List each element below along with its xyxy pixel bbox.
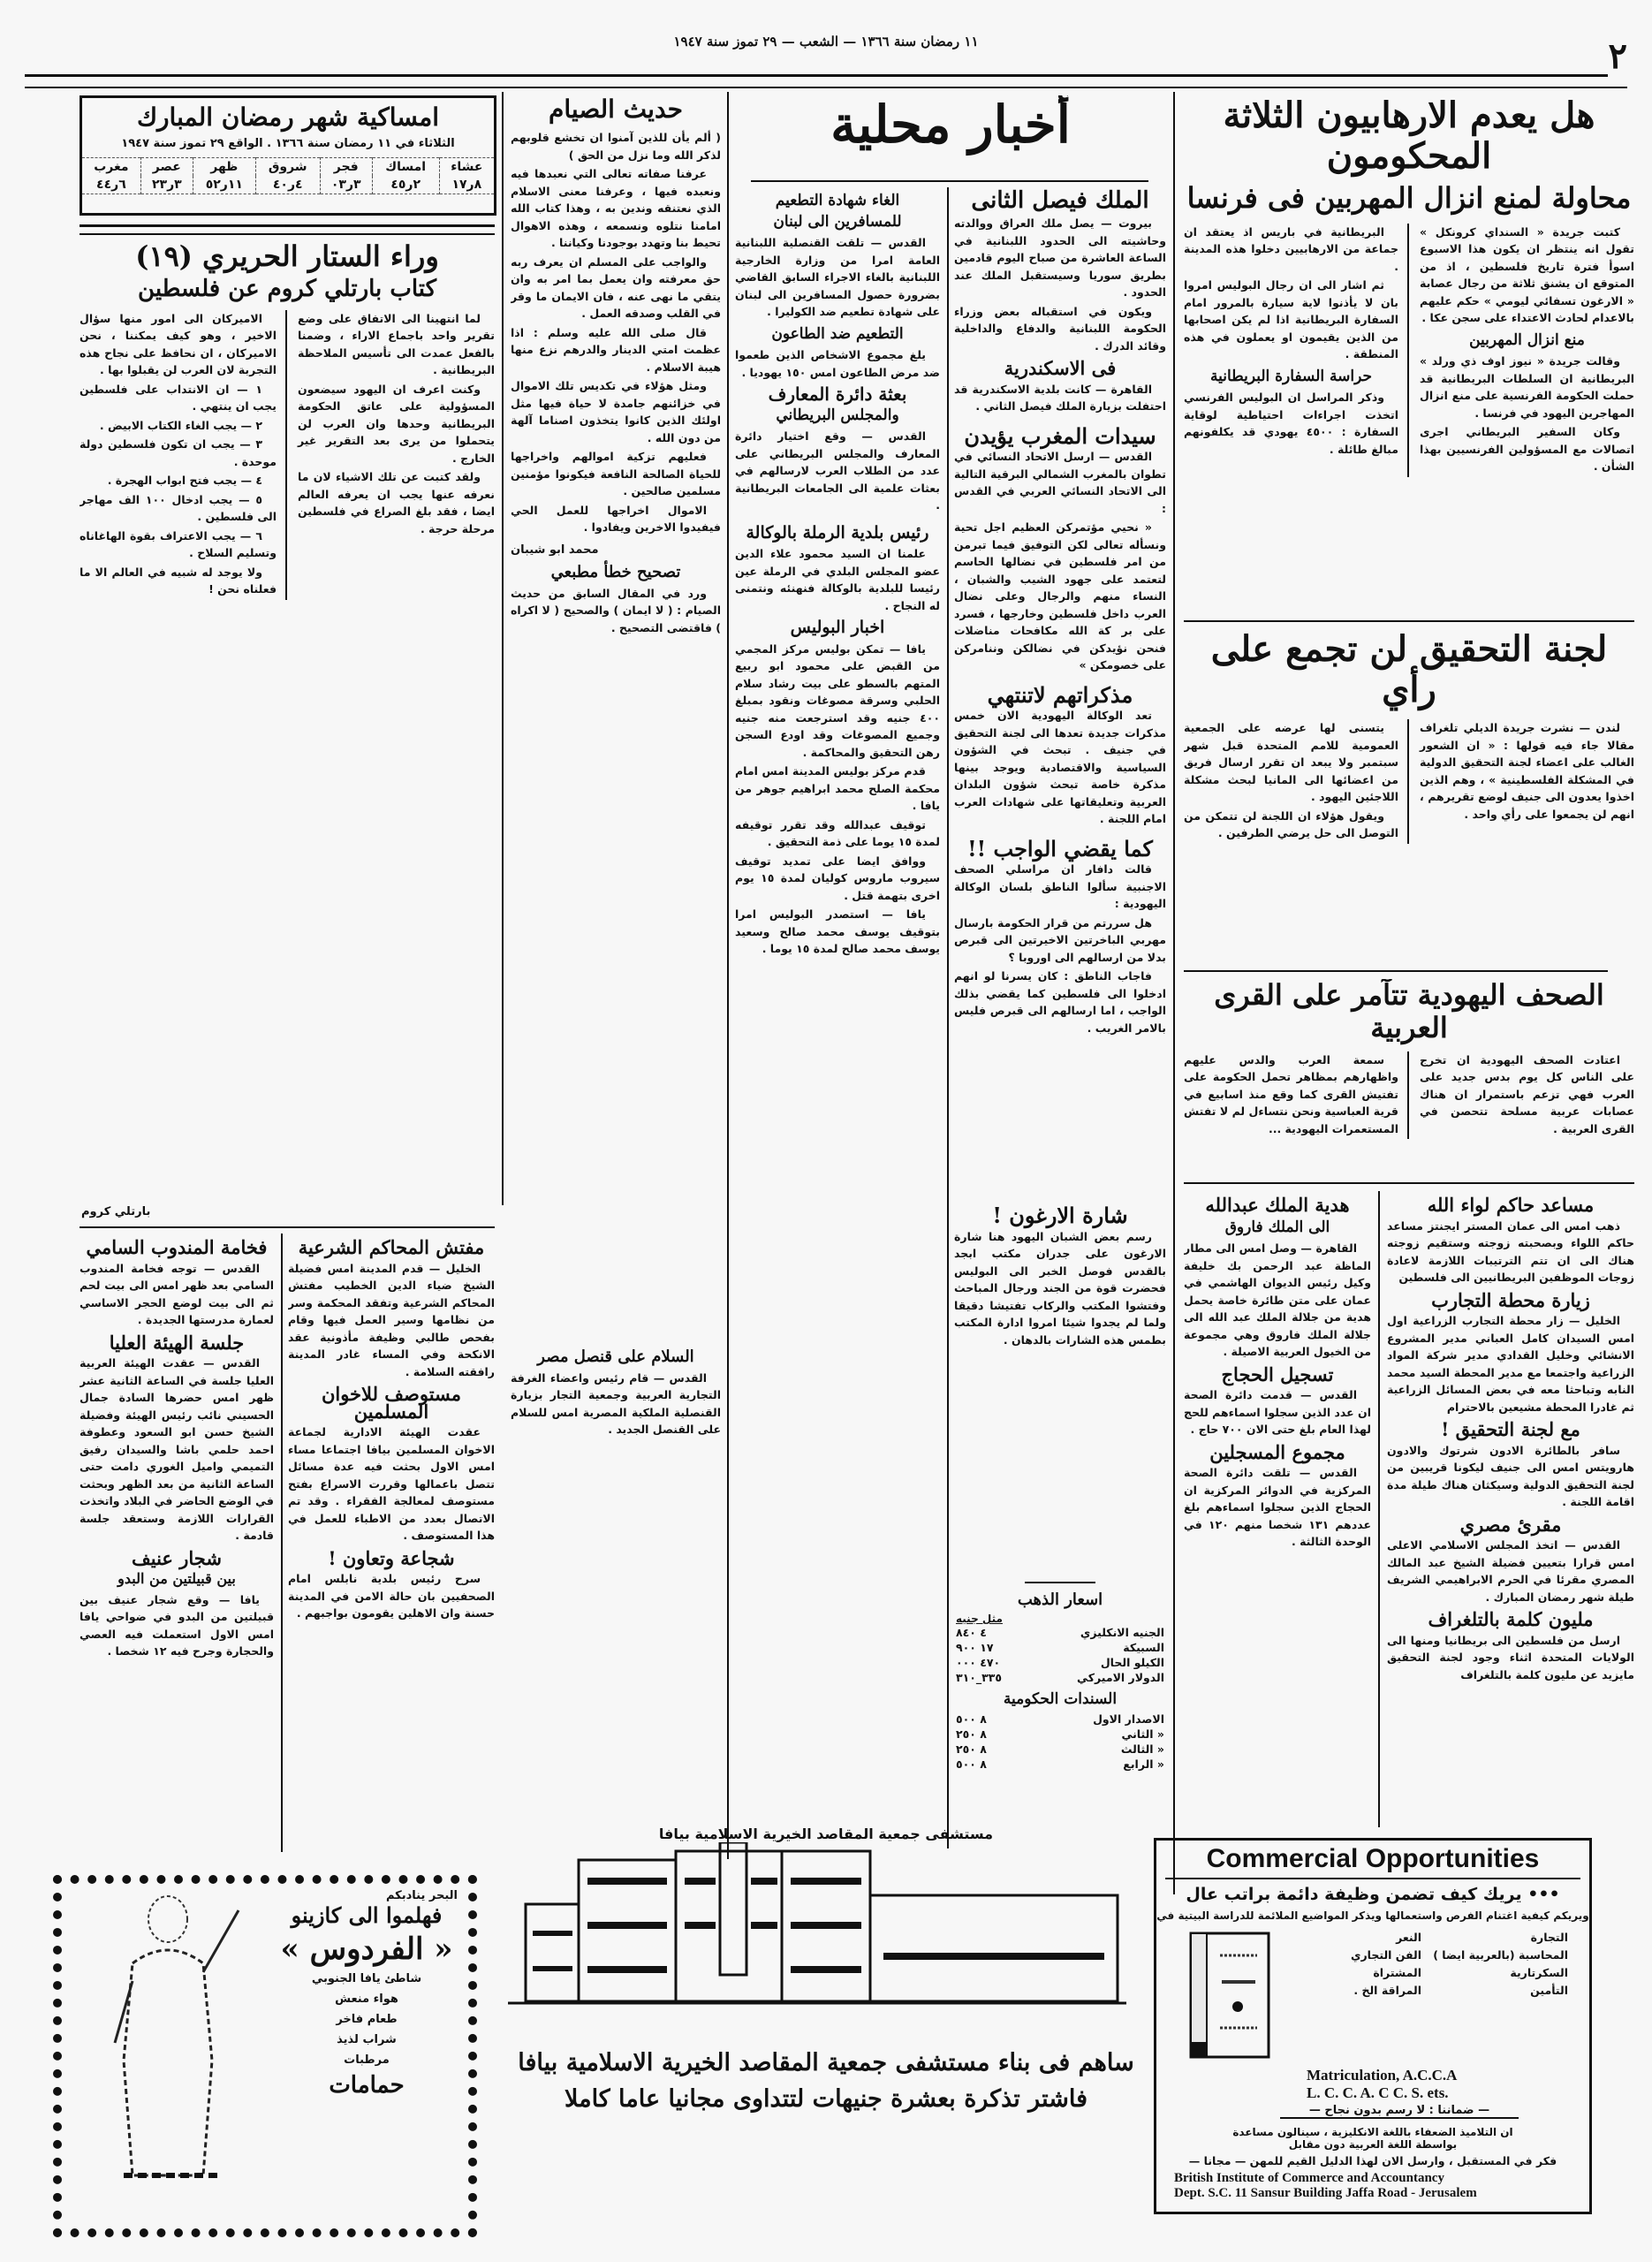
bond-label: « الرابع [1123, 1757, 1164, 1771]
gold-row [956, 1655, 1164, 1670]
paragraph: يافا — تمكن بوليس مركز المجمي من القبض على محمود ابو ربيع المتهم بالسطو على بيت رشاد سلام الحلبي وسرقة مصوغات ونقود بمبلغ ٤٠٠ جنيه وقد استرجعت منه جنيه وجميع المصوغات وقد اودع السجن رهن التحقيق والمحاكمة . [735, 641, 940, 759]
casino-last: حمامات [329, 2072, 405, 2099]
subject: التأمين [1530, 1984, 1568, 1997]
subject: المحاسبة (بالعربية ايضا ) [1433, 1948, 1568, 1962]
imsakiya-box [80, 95, 496, 216]
paragraph: القدس — توجه فخامة المندوب السامي بعد ظهر امس الى بيت لحم ثم الى بيت لوضع الحجر الاساسي لعمارة مدرستها الجديدة . [80, 1261, 274, 1326]
bond-row [956, 1727, 1164, 1742]
column-left-briefs-a [80, 1233, 274, 1870]
subheading: فى الاسكندرية [1004, 357, 1117, 380]
gold-value: ٤ ٨٤٠ [956, 1626, 987, 1639]
prayer-time: ٣ر٠٣ [320, 176, 372, 194]
paragraph: عرفنا صفاته تعالى التي نعبدها فيه ونعبده فيها ، وعرفنا معنى الاسلام الذي نعتنقه وندين به ، وهذا كتاب الله امامنا نتلوه ونسمعه ، وهذه الاهوال تحيط بنا وتهدد بوجودنا وكياننا . [511, 167, 721, 250]
casino-location: شاطئ يافا الجنوبي [311, 1972, 422, 1985]
imsakiya-date: الثلاثاء في ١١ رمضان سنة ١٣٦٦ . الواقع ٢٩ تموز سنة ١٩٤٧ [121, 137, 455, 151]
prayer-time: ٣ر٢٣ [140, 176, 193, 194]
bonds-title: السندات الحكومية [1003, 1690, 1118, 1708]
paragraph: وقالت جريدة « نيوز اوف ذي ورلد » البريطانية ان السلطات البريطانية قد حملت الحكومة الفرنسية على منع انزال المهاجرين اليهود في فرنسا . [1420, 354, 1634, 420]
paragraph: البريطانية في باريس اذ يعتقد ان جماعة من الارهابيين دخلوا هذه المدينة . [1184, 224, 1398, 273]
gold-title: اسعار الذهب [1017, 1590, 1103, 1609]
column-divider [281, 1233, 283, 1852]
exams-line: Matriculation, A.C.C.A [1307, 2067, 1458, 2084]
section-banner [735, 95, 1166, 175]
headline: وراء الستار الحريري (١٩) [135, 240, 439, 273]
paragraph: سافر بالطائرة الادون شرتوك والادون هارويتس امس الى جنيف ليكونا قريبين من لجنة التحقيق الدولية وسيكثان هناك طيلة مدة اقامة اللجنة . [1387, 1443, 1634, 1508]
prayer-time: ٤ر٤٠ [255, 176, 320, 194]
gold-value: ٤٧٠ ٠٠٠ [956, 1656, 1001, 1669]
gold-row [956, 1670, 1164, 1685]
ad-note: بواسطة اللغة العربية دون مقابل [1288, 2138, 1458, 2151]
paragraph: وكنت اعرف ان اليهود سيضعون المسؤولية على عاتق الحكومة البريطانية وحدها وان العرب لن يتحملوا من يرى بعد التقرير غير الخارج . [298, 382, 495, 465]
paragraph: الخليل — قدم المدينة امس فضيلة الشيخ ضياء الدين الخطيب مفتش المحاكم الشرعية وتفقد المحكمة وسر من نظامها وسير العمل فيها وقام بفحص طالبي وظيفة مأذونية عقد الانكحة وفي المساء غادر المدينة رافقته السلامة . [288, 1261, 495, 1378]
column-local-right [954, 187, 1166, 1195]
ad-intro: ويريكم كيفية اغتنام الفرص واستعمالها ويذكر المواضيع الملائمة للدراسة البيتية في [1156, 1909, 1589, 1922]
prayer-times-table [82, 157, 494, 194]
bond-value: ٨ ٥٠٠ [956, 1712, 987, 1726]
headline: كما يقضي الواجب !! [967, 835, 1153, 862]
rule [1025, 1582, 1095, 1583]
bond-label: الاصدار الاول [1093, 1712, 1164, 1726]
section-rule [80, 1226, 495, 1228]
gold-label: الدولار الاميركي [1077, 1671, 1164, 1684]
paragraph: ويقول هؤلاء ان اللجنة لن تتمكن من التوصل الى حل يرضي الطرفين . [1184, 808, 1398, 839]
paragraph: فاجاب الناطق : كان يسرنا لو انهم ادخلوا الى فلسطين كما يقضي بذلك الواجب ، اما ارسالهم الى قبرص فليس بالامر الغريب . [954, 969, 1166, 1035]
casino-top: البحر ينادبكم [385, 1889, 458, 1902]
paragraph: كتبت جريدة « السنداي كرونكل » تقول انه ينتظر ان يكون هذا الاسبوع اسوأ فترة تاريخ فلسطين ، اذ من المتوقع ان يشنق ثلاثة من رجال عصابة « الارغون تسفائي ليومي » حكم عليهم بالاعدام لحادث الاعتداء على سجن عكا . [1420, 224, 1634, 325]
section-rule [80, 224, 495, 227]
paragraph: علمنا ان السيد محمود علاء الدين عضو المجلس البلدي في الرملة عين رئيسا للبلدية بالوكالة فنهنئه ونتمنى له النجاح . [735, 547, 940, 612]
paragraph: ثم اشار الى ان رجال البوليس امروا بان لا يأذنوا لاية سيارة بالمرور امام السفارة البريطانية اذا لم يكن اصحابها من الذين يقيمون او يعملون في هذه المنطقة . [1184, 278, 1398, 361]
paragraph: القدس — عقدت الهيئة العربية العليا جلسة في الساعة الثانية عشر ظهر امس حضرها السادة جمال الحسيني نائب رئيس الهيئة وفضيلة الشيخ حسن ابو السعود وعطوفة احمد حلمي باشا والسيدان رفيق التميمي واميل الغوري دامت حتى الساعة الثانية من بعد الظهر وبحثت في الوضع الحاضر في البلاد واتخذت القرارات اللازمة وستعقد جلسة قادمة . [80, 1356, 274, 1542]
gold-header: مثل جنيه [956, 1613, 1003, 1625]
headline: التطعيم ضد الطاعون [771, 324, 904, 343]
verse: ( ألم يأن للذين آمنوا ان تخشع قلوبهم لذكر الله وما نزل من الحق ) [511, 131, 721, 162]
paragraph: ٣ — يجب ان تكون فلسطين دولة موحدة . [80, 437, 277, 468]
paragraph: لندن — نشرت جريدة الديلي تلغراف مقالا جاء فيه قولها : « ان الشعور الغالب على اعضاء لجنة التحقيق الدولية في المشكلة الفلسطينية » ، وهم الذين اخذوا يعدون الى جنيف لوضع تقريرهم ، انهم لن يجمعوا على رأي واحد . [1420, 721, 1634, 821]
headline: مذكراتهم لاتنتهي [987, 681, 1133, 708]
ad-note: ان التلاميذ الضعفاء باللغة الانكليزية ، سينالون مساعدة [1232, 2126, 1513, 2138]
paragraph: ٢ — يجب الغاء الكتاب الابيض . [99, 418, 262, 432]
paragraph: الخليل — زار محطة التجارب الزراعية اول امس السيدان كامل العباني مدير المشروع الانشائي وخليل القدادي مدير شركة المواد الزراعية واجتمعا مع مدير المحطة السيد محمد النابه وتباحثا معه في بعض المسائل الزراعية ثم غادرا المحطة مشيعين بالاحترام [1387, 1314, 1634, 1414]
paragraph: القدس — قدمت دائرة الصحة ان عدد الذين سجلوا اسماءهم للحج لهذا العام بلغ حتى الان ٧٠٠ حاج . [1184, 1388, 1371, 1436]
headline: مجموع المسجلين [1209, 1440, 1345, 1463]
bond-row [956, 1757, 1164, 1772]
headline: حديث الصيام [549, 95, 683, 124]
headline: الصحف اليهودية تتآمر على القرى العربية [1214, 979, 1604, 1044]
hospital-line: ساهم فى بناء مستشفى جمعية المقاصد الخيرية الاسلامية بيافا [518, 2049, 1134, 2076]
headline: سيدات المغرب يؤيدن [964, 422, 1156, 449]
paragraph: سرح رئيس بلدية نابلس امام الصحفيين بان حالة الامن في المدينة حسنة وان الاهلين يقومون بواجبهم . [288, 1572, 495, 1620]
paragraph: القاهرة — كانت بلدية الاسكندرية قد احتفلت بزيارة الملك فيصل الثاني . [954, 382, 1166, 414]
paragraph: والواجب على المسلم ان يعرف ربه حق معرفته وان يعمل بما امر به وان يتقي ما نهى عنه ، فان الايمان ما وقر في القلب وصدقه العمل . [511, 254, 721, 321]
article-serial [80, 240, 495, 1203]
paragraph: ولا يوجد له شبيه في العالم الا ما فعلناه نحن ! [80, 565, 277, 596]
hospital-caption: مستشفى جمعية المقاصد الخيرية الاسلامية بيافا [658, 1826, 994, 1842]
paragraph: يتسنى لها عرضه على الجمعية العمومية للامم المتحدة قبل شهر سبتمبر ولا يبعد ان تقرر ارسال فريق من اعضائها الى المانيا لبحث مشكلة اللاجئين اليهود . [1184, 721, 1398, 803]
headline: الغاء شهادة التطعيم [775, 192, 900, 209]
paragraph: هل سررتم من قرار الحكومة بارسال مهربي الباخرتين الاخيرتين الى قبرص بدلا من ارسالهم الى اوروبا ؟ [954, 915, 1166, 964]
casino-text [265, 1884, 468, 2228]
masthead-rule [25, 74, 1608, 77]
book-icon [1186, 1929, 1275, 2061]
casino-item: هواء منعش [335, 1993, 398, 2006]
bond-row [956, 1742, 1164, 1757]
headline: اخبار البوليس [790, 618, 885, 637]
subheading: منع انزال المهربين [1469, 330, 1585, 349]
subheading: حراسة السفارة البريطانية [1209, 367, 1372, 385]
gold-table [956, 1625, 1164, 1685]
headline: مع لجنة التحقيق ! [1441, 1418, 1580, 1440]
headline: السلام على قنصل مصر [537, 1347, 694, 1366]
bond-row [956, 1712, 1164, 1727]
headline: لجنة التحقيق لن تجمع على رأي [1210, 629, 1608, 710]
paragraph: ارسل من فلسطين الى بريطانيا ومنها الى الولايات المتحدة اثناء وجود لجنة التحقيق مايزيد عن مليون كلمة بالتلغراف [1387, 1633, 1634, 1681]
column-local-right-lower [954, 1202, 1166, 1573]
paragraph: ووافق ايضا على تمديد توقيف سيروب ماروس كوليان لمدة ١٥ يوم اخرى بتهمة قتل . [735, 854, 940, 902]
column-divider [947, 187, 949, 1848]
paragraph: وكان السفير البريطاني اجرى اتصالات مع المسؤولين الفرنسيين بهذا الشأن . [1420, 425, 1634, 474]
gold-prices [956, 1582, 1164, 1838]
gold-value: ١٧ ٩٠٠ [956, 1641, 994, 1654]
woman-figure-icon [71, 1884, 265, 2220]
paragraph: القدس — اتخذ المجلس الاسلامي الاعلى امس قرارا بتعيين فضيلة الشيخ عبد المالك المصري مقرئا في الحرم الابراهيمي الشريف طيلة شهر رمضان المبارك . [1387, 1538, 1634, 1604]
paragraph: يافا — استصدر البوليس امرا بتوقيف يوسف محمد صالح وسعيد يوسف محمد صالح لمدة ١٥ يوما . [735, 907, 940, 955]
section-rule [1184, 970, 1608, 972]
subheading: والمجلس البريطاني [776, 406, 899, 424]
paragraph: فعليهم تزكية اموالهم واخراجها للحياة الصالحة النافعة فيكونوا مؤمنين مسلمين صالحين . [511, 450, 721, 498]
paragraph: قالت دافار ان مراسلي الصحف الاجنبية سألوا الناطق بلسان الوكالة اليهودية : [954, 862, 1166, 911]
paragraph: القدس — قام رئيس واعضاء الغرفة التجارية العربية وجمعية التجار بزيارة القنصلية الملكية المصرية امس للسلام على القنصل الجديد . [511, 1370, 721, 1436]
subject: المشتراة [1373, 1966, 1421, 1979]
ad-commercial-opportunities [1154, 1838, 1592, 2214]
casino-name: « الفردوس » [280, 1932, 453, 1967]
paragraph: ويكون في استقباله بعض وزراء الحكومة اللبنانية والدفاع والداخلية وقائد الدرك . [954, 304, 1166, 353]
paragraph: توقيف عبدالله وقد تقرر توقيفه لمدة ١٥ يوما على ذمة التحقيق . [735, 817, 940, 848]
headline: مفتش المحاكم الشرعية [298, 1236, 485, 1258]
section-rule [1184, 620, 1634, 622]
paragraph: قدم مركز بوليس المدينة امس امام محكمة الصلح محمد ابراهيم جوهر من يافا . [735, 764, 940, 812]
prayer-name: مغرب [94, 160, 129, 175]
bond-label: « الثاني [1121, 1727, 1164, 1741]
hospital-line: فاشتر تذكرة بعشرة جنيهات لتتداوى مجانيا عاما كاملا [565, 2085, 1087, 2114]
section-rule [1184, 1182, 1634, 1184]
paragraph: ومثل هؤلاء في تكديس تلك الاموال في خزائنهم جامدة لا حياة فيها مثل اولئك الذين كانوا يتخذون اصناما آلهة من دون الله . [511, 379, 721, 444]
ad-hospital [508, 1820, 1144, 2218]
prayer-name: عصر [140, 158, 193, 177]
subjects-left [1275, 1929, 1421, 2067]
headline: الملك فيصل الثانى [971, 187, 1149, 214]
column-divider [502, 92, 504, 1205]
paragraph: تعد الوكالة اليهودية الان خمس مذكرات جديدة تعدها الى لجنة التحقيق في جنيف . تبحث في الشؤون السياسية والاقتصادية ويوجد بينها مذكرة خاصة تبحث شؤون البلدان العربية وتعليقاتها على شهادات العرب امام اللجنة . [954, 709, 1166, 826]
headline: مقرئ مصري [1459, 1513, 1562, 1536]
subject: التجارة [1530, 1931, 1568, 1944]
headline: شارة الارغون ! [992, 1203, 1128, 1228]
paragraph: ورد في المقال السابق من حديث الصيام : ( لا ايمان ) والصحيح ( لا اكراه ) فاقتضى التصحيح . [511, 586, 721, 634]
prayer-name: فجر [320, 158, 372, 177]
paragraph: القاهرة — وصل امس الى مطار الماظة عبد الرحمن بك خليفة وكيل رئيس الديوان الهاشمي في عمان على متن طائرة خاصة يحمل هدية من جلالة الملك عبد الله الى جلالة الملك فاروق وهي مجموعة من الخيول العربية الاصيلة . [1184, 1241, 1371, 1358]
paragraph: الاميركان الى امور منها سؤال الاخير ، وهو كيف يمكننا ، نحن الاميركان ، ان نحافظ على نجاح هذه التجربة لان العرب لن يقبلوا بها . [80, 311, 277, 377]
paragraph: القدس — تلقت دائرة الصحة المركزية في الدوائر المركزية ان الحجاج الذين سجلوا اسماءهم بلغ عددهم ١٣١ شخصا منهم ١٢٠ في الوحدة الثالثة . [1184, 1466, 1371, 1548]
page-number: ٢ [1608, 35, 1627, 77]
paragraph: ٦ — يجب الاعتراف بقوة الهاغاناه وتسليم السلاح . [80, 528, 277, 560]
prayer-time: ٨ر١٧ [439, 176, 494, 194]
paragraph: يافا — وقع شجار عنيف بين قبيلتين من البدو في ضواحي يافا امس الاول استعملت فيه العصي والحجارة وجرح فيه ١٢ شخصا . [80, 1592, 274, 1658]
paragraph: اعتادت الصحف اليهودية ان تخرج على الناس كل يوم بدس جديد على العرب فهي تزعم باستمرار ان هناك عصابات عربية مسلحة تتحصن في القرى العربية . [1420, 1052, 1634, 1135]
headline: هل يعدم الارهابيون الثلاثة المحكومون [1223, 95, 1595, 177]
subheading: الى الملك فاروق [1224, 1218, 1330, 1236]
subject: الفن التجاري [1350, 1948, 1421, 1962]
column-briefs-right [1387, 1191, 1634, 1827]
exams-line: L. C. C. A. C C. S. ets. [1307, 2084, 1449, 2101]
ad-address: British Institute of Commerce and Accountancy [1174, 2171, 1444, 2185]
casino-item: مرطبات [344, 2053, 390, 2067]
book-illustration [1178, 1929, 1275, 2067]
masthead-rule-2 [25, 87, 1627, 88]
article-consul [511, 1343, 721, 1803]
article-jewish-press [1184, 979, 1634, 1178]
subheadline: كتاب بارتلي كروم عن فلسطين [138, 275, 436, 302]
column-local-left [735, 187, 940, 1848]
paragraph: ١ — ان الانتداب على فلسطين يجب ان ينتهي . [80, 382, 277, 414]
dateline: ١١ رمضان سنة ١٣٦٦ — الشعب — ٢٩ تموز سنة ١٩٤٧ [673, 34, 979, 49]
subheading: بين قبيلتين من البدو [117, 1570, 236, 1587]
imsakiya-title: امساكية شهر رمضان المبارك [136, 102, 440, 132]
paragraph: القدس — ارسل الاتحاد النسائي في تطوان بالمغرب الشمالي البرقية التالية الى الاتحاد النسائي العربي في القدس : [954, 450, 1166, 515]
headline: تصحيح خطأ مطبعي [550, 563, 681, 582]
subject: المراقة الخ . [1353, 1984, 1421, 1997]
prayer-time: ٦ر٤٤ [96, 178, 126, 193]
guarantee: — ضماننا : لا رسم بدون نجاح — [1280, 2104, 1519, 2119]
headline: هدية الملك عبدالله [1205, 1194, 1350, 1216]
paragraph: بيروت — يصل ملك العراق ووالدته وحاشيته الى الحدود اللبنانية في الساعة العاشرة من صباح اليوم قادمين بطريق سوريا وسيستقبل الملك عند الحدود . [954, 216, 1166, 300]
subject: النعر [1396, 1931, 1421, 1944]
prayer-name: عشاء [439, 158, 494, 177]
headline: شجار عنيف [132, 1546, 222, 1569]
column-divider [1378, 1191, 1380, 1827]
ad-call: فكر في المستقبل ، وارسل الان لهذا الدليل القيم للمهن — مجانا — [1188, 2154, 1557, 2167]
banner-rule [751, 180, 1148, 182]
casino-item: شراب لذيذ [337, 2033, 397, 2046]
prayer-time: ٢ر٤٥ [372, 176, 439, 194]
paragraph: ولقد كتبت عن تلك الاشياء لان ما نعرفه عنها يجب ان يعرفه العالم ايضا ، فقد بلغ الصراع في فلسطين مرحلة حرجة . [298, 470, 495, 535]
prayer-name: امساك [372, 158, 439, 177]
column-briefs-left [1184, 1191, 1371, 1827]
paragraph: قال صلى الله عليه وسلم : اذا عظمت امتي الدينار والدرهم نزع منها هيبة الاسلام . [511, 325, 721, 374]
column-divider [727, 92, 729, 1859]
article-inquiry [1184, 629, 1634, 969]
prayer-name: ظهر [193, 158, 255, 177]
local-news-banner: أخبار محلية [830, 95, 1071, 155]
gold-label: الجنيه الانكليزي [1080, 1626, 1164, 1639]
subject: السكرتارية [1510, 1966, 1568, 1979]
prayer-name: شروق [255, 158, 320, 177]
gold-label: السبيكة [1123, 1641, 1164, 1654]
paragraph: عقدت الهيئة الادارية لجماعة الاخوان المسلمين بيافا اجتماعا مساء امس الاول بحثت فيه عدة مسائل تتصل باعمالها وقررت الاسراع بفتح مستوصف لمعالجة الفقراء . وقد تم الاتصال بعدد من الاطباء للعمل في هذا المستوصف . [288, 1425, 495, 1542]
ad-tagline: ••• يريك كيف تضمن وظيفة دائمة براتب عال [1186, 1885, 1560, 1904]
paragraph: سمعة العرب والدس عليهم واظهارهم بمظاهر تحمل الحكومة على تفتيش القرى كما وقع منذ اسابيع في قرية العباسية ونحن نتساءل لم لا تفتش المستعمرات اليهودية ... [1184, 1052, 1398, 1135]
gold-label: الكيلو الحال [1100, 1656, 1164, 1669]
bond-value: ٨ ٥٠٠ [956, 1757, 987, 1771]
subjects-right [1421, 1929, 1568, 2067]
paragraph: رسم بعض الشبان اليهود هنا شارة الارغون على جدران مكتب ابجد بالقدس فوصل الخبر الى البوليس فحضرت قوة من الجند ورجال المباحث وفتشوا المكتب والركاب تفتيشا دقيقا ولما لم يجدوا شيئا امروا ادارة المكتب بطمس هذه الشارات بالدهان . [954, 1229, 1166, 1347]
section-rule [80, 233, 495, 235]
woman-illustration [62, 1884, 265, 2228]
ad-casino-firdaws [53, 1875, 477, 2237]
headline: بعثة دائرة المعارف [768, 383, 907, 405]
gold-row [956, 1640, 1164, 1655]
column-divider [1173, 92, 1175, 1894]
paragraph: القدس — تلقت القنصلية اللبنانية العامة امرا من وزارة الخارجية اللبنانية بالغاء الاجراء السابق القاضي بضرورة حصول المسافرين الى لبنان على شهادة تطعيم ضد الكوليرا . [735, 236, 940, 318]
subheading: للمسافرين الى لبنان [773, 212, 902, 231]
paragraph: « نحيي مؤتمركن العظيم اجل تحية ونسأله تعالى لكن التوفيق فيما تبرمن من امر فلسطين في نضالها الحاسم لتعتمد على جهود الشيب والشبان ، النساء منهم والرجال وعلى نضال العرب داخل فلسطين وخارجها ، فسرد على بر كة الله مكافحات مناضلات فنحن نؤيدكن في نضالكن وننامركن على خصومكن » [954, 520, 1166, 672]
headline: مستوصف للاخوان المسلمين [321, 1383, 462, 1423]
casino-item: طعام فاخر [336, 2013, 398, 2026]
prayer-time: ١١ر٥٢ [193, 176, 255, 194]
article-fasting [511, 95, 721, 1191]
headline: مساعد حاكم لواء الله [1427, 1194, 1595, 1216]
headline: رئيس بلدية الرملة بالوكالة [746, 522, 929, 543]
headline: مليون كلمة بالتلغراف [1428, 1608, 1594, 1630]
bond-value: ٨ ٢٥٠ [956, 1727, 987, 1741]
column-left-briefs-b [288, 1233, 495, 1870]
gold-value: ٣٣٥_٣١٠ [956, 1671, 1003, 1684]
bond-value: ٨ ٢٥٠ [956, 1742, 987, 1756]
paragraph: ذهب امس الى عمان المستر ايجنتز مساعد حاكم اللواء وبصحبته زوجته وستقيم زوجته هناك الى ان تتم الترتيبات اللازمة لاعادة زوجات الموظفين البريطانيين الى فلسطين [1387, 1218, 1634, 1284]
ad-rule [1165, 1878, 1580, 1879]
paragraph: ٤ — يجب فتح ابواب الهجرة . [107, 474, 262, 488]
paragraph: القدس — وقع اختيار دائرة المعارف والمجلس البريطاني على عدد من الطلاب العرب لارسالهم في بعثات علمية الى الجامعات البريطانية . [735, 429, 940, 512]
subheadline: محاولة لمنع انزال المهربين فى فرنسا [1186, 181, 1632, 215]
paragraph: وذكر المراسل ان البوليس الفرنسي اتخذت اجراءات احتياطية لوقاية السفارة : ٤٥٠٠ يهودي قد يكلفونهم مبالغ طائلة . [1184, 391, 1398, 456]
ad-title: Commercial Opportunities [1206, 1844, 1540, 1873]
paragraph: الاموال اخراجها للعمل الحي فيفيدوا الاخرين ويفادوا . [511, 503, 721, 535]
paragraph: يلغ مجموع الاشخاص الذين طعموا ضد مرض الطاعون امس ١٥٠ يهوديا . [735, 348, 940, 379]
headline: جلسة الهيئة العليا [109, 1331, 245, 1354]
casino-line: فهلموا الى كازينو [291, 1902, 443, 1928]
gold-row [956, 1625, 1164, 1640]
paragraph: ٥ — يجب ادخال ١٠٠ الف مهاجر الى فلسطين . [80, 492, 277, 524]
paragraph: لما انتهينا الى الاتفاق على وضع تقرير واحد باجماع الاراء ، وضمنا بالفعل عمدت الى تأسيس الملاحظة البريطانية . [298, 311, 495, 377]
headline: شجاعة وتعاون ! [328, 1546, 455, 1569]
article-terrorists [1184, 95, 1634, 608]
bond-label: « الثالث [1120, 1742, 1164, 1756]
serial-signature: بارتلي كروم [81, 1205, 151, 1218]
hospital-building-icon [508, 1842, 1144, 2037]
headline: زيارة محطة التجارب [1431, 1288, 1590, 1311]
bonds-table [956, 1712, 1164, 1772]
ad-address: Dept. S.C. 11 Sansur Building Jaffa Road - Jerusalem [1174, 2186, 1477, 2200]
headline: فخامة المندوب السامي [86, 1236, 268, 1258]
signature: محمد ابو شيبان [511, 543, 599, 557]
headline: تسجيل الحجاج [1221, 1363, 1334, 1385]
